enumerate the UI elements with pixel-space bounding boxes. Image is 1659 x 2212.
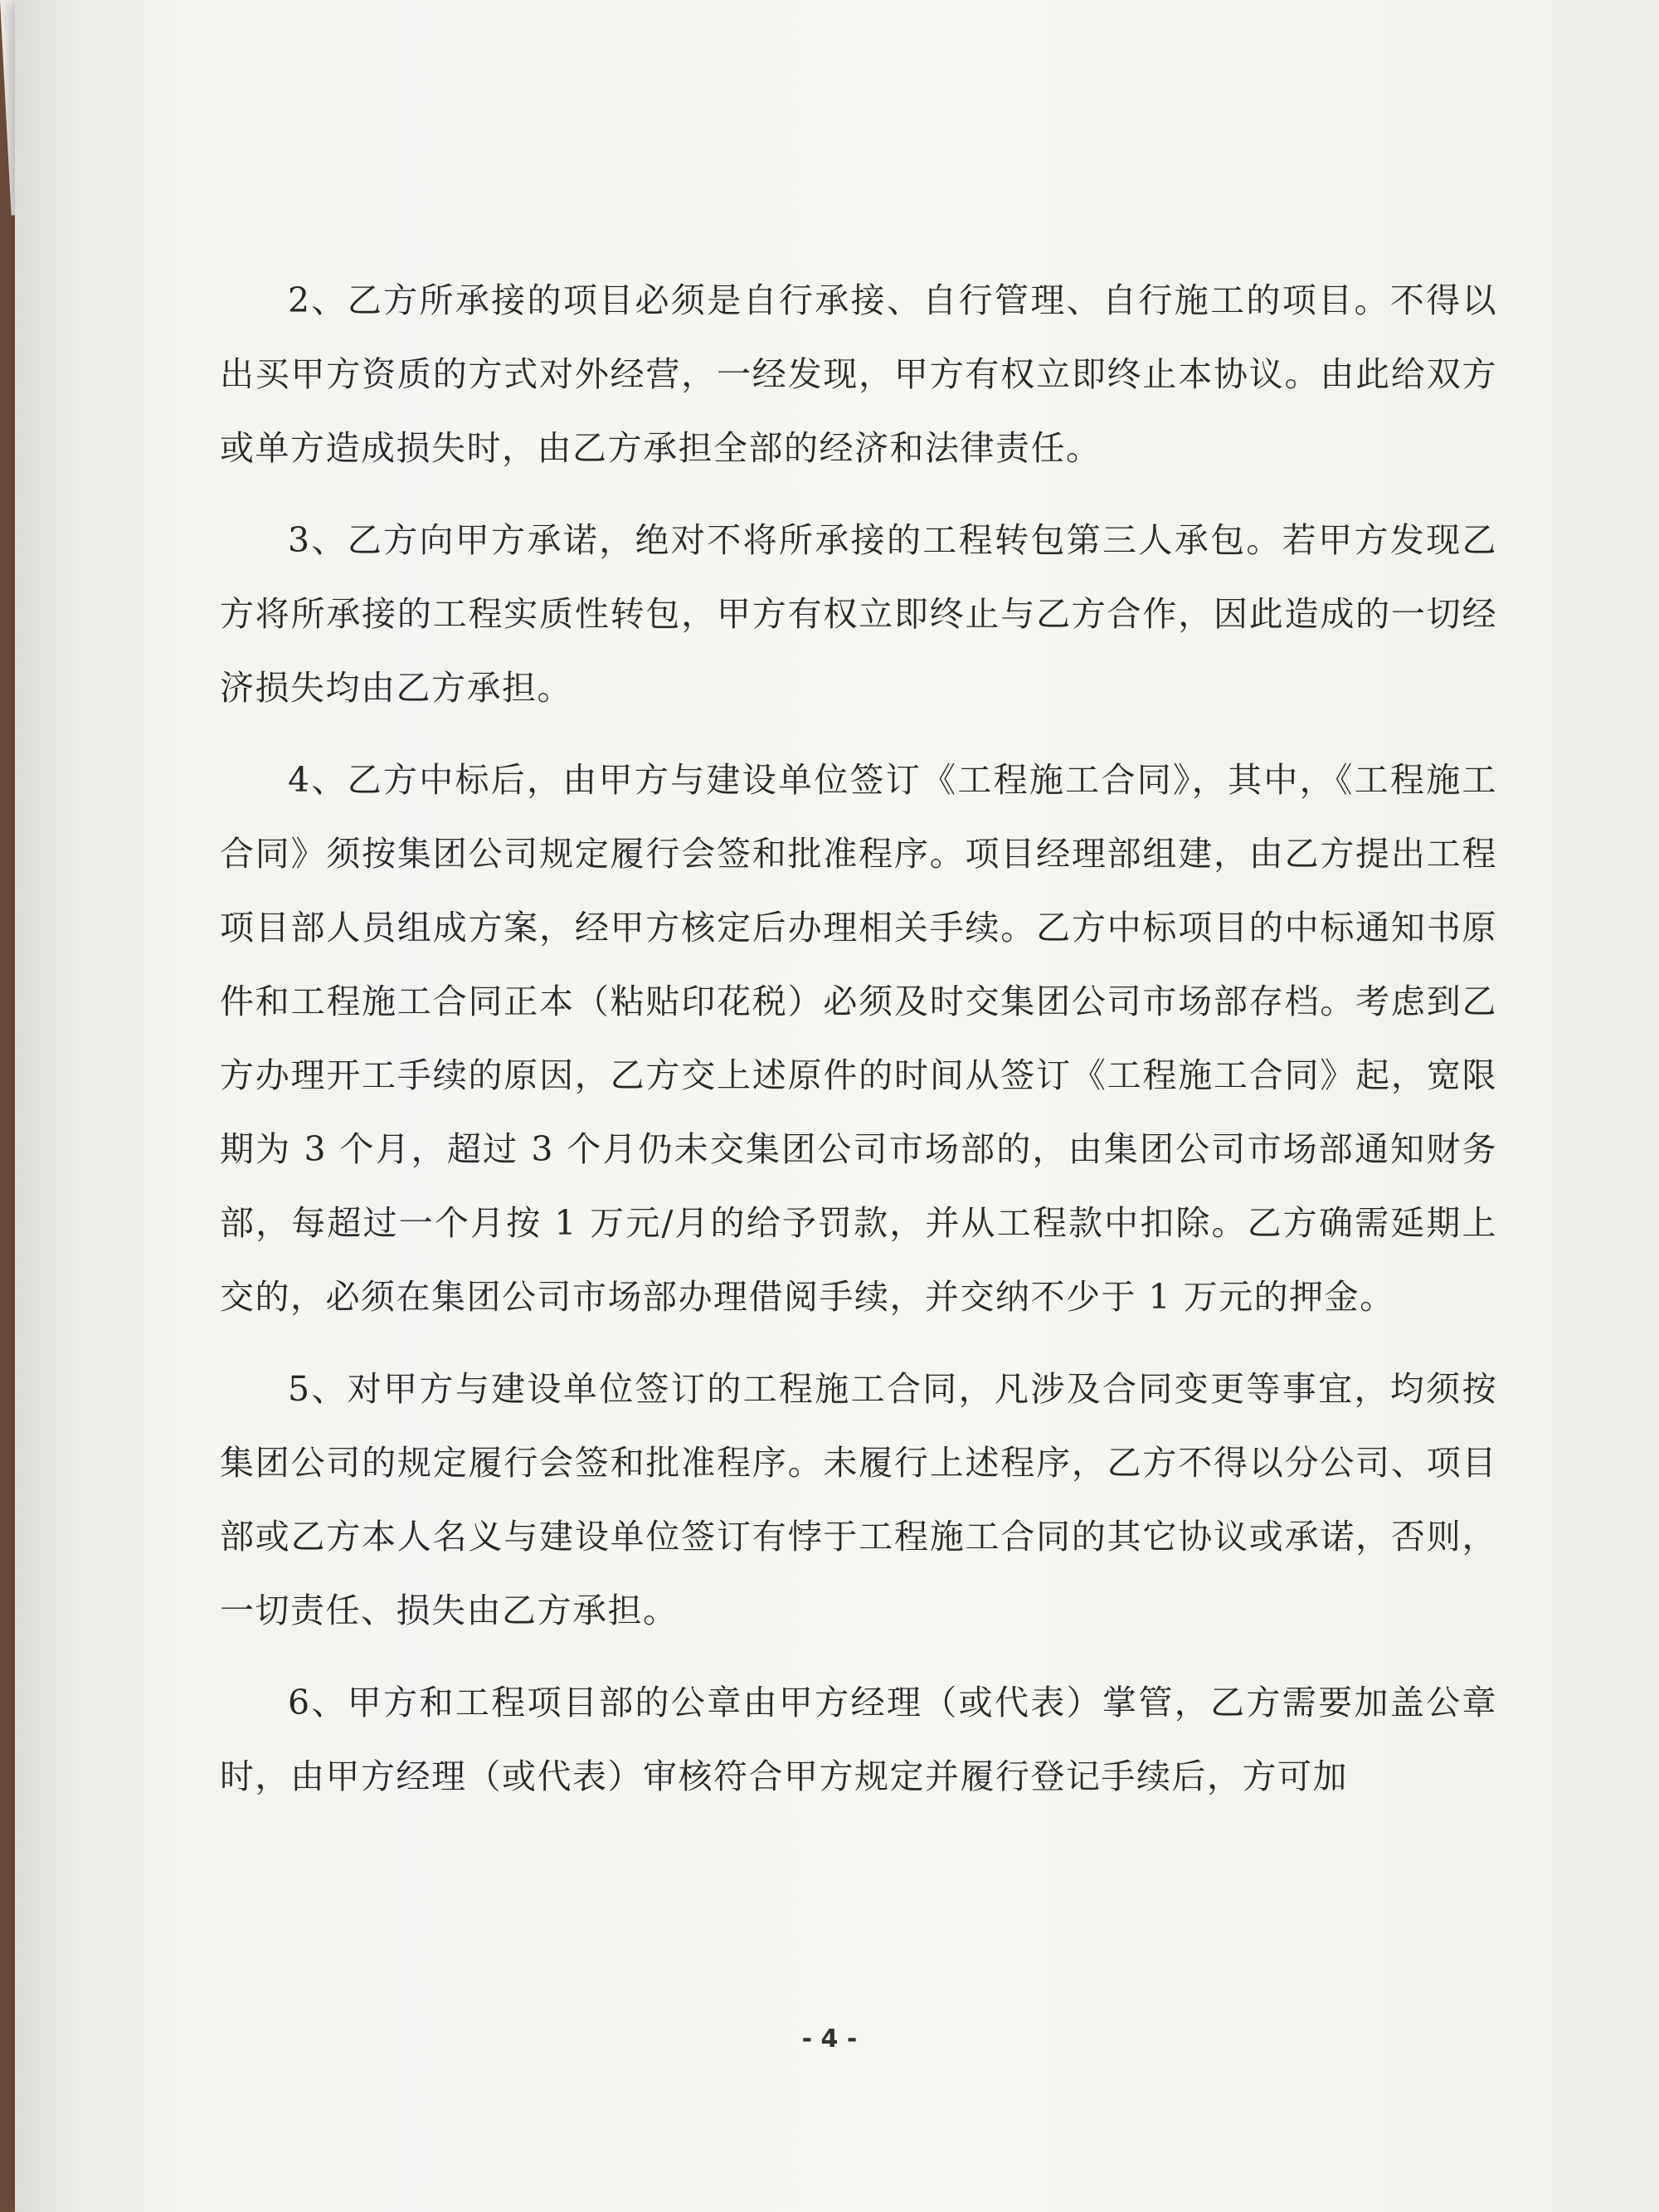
page-number: - 4 -	[801, 2024, 858, 2054]
clause-5: 5、对甲方与建设单位签订的工程施工合同，凡涉及合同变更等事宜，均须按集团公司的规定履行会签和批准程序。未履行上述程序，乙方不得以分公司、项目部或乙方本人名义与建设单位签订有悖于工程施工合同的其它协议或承诺，否则，一切责任、损失由乙方承担。	[220, 1369, 1497, 1630]
clause-3: 3、乙方向甲方承诺，绝对不将所承接的工程转包第三人承包。若甲方发现乙方将所承接的工程实质性转包，甲方有权立即终止与乙方合作，因此造成的一切经济损失均由乙方承担。	[220, 520, 1497, 708]
clause-2: 2、乙方所承接的项目必须是自行承接、自行管理、自行施工的项目。不得以出买甲方资质的方式对外经营，一经发现，甲方有权立即终止本协议。由此给双方或单方造成损失时，由乙方承担全部的经济和法律责任。	[220, 280, 1497, 468]
clause-6: 6、甲方和工程项目部的公章由甲方经理（或代表）掌管，乙方需要加盖公章时，由甲方经理（或代表）审核符合甲方规定并履行登记手续后，方可加	[220, 1683, 1497, 1796]
document-body	[220, 264, 1497, 1832]
clause-4: 4、乙方中标后，由甲方与建设单位签订《工程施工合同》，其中，《工程施工合同》须按集团公司规定履行会签和批准程序。项目经理部组建，由乙方提出工程项目部人员组成方案，经甲方核定后办理相关手续。乙方中标项目的中标通知书原件和工程施工合同正本（粘贴印花税）必须及时交集团公司市场部存档。考虑到乙方办理开工手续的原因，乙方交上述原件的时间从签订《工程施工合同》起，宽限期为 3 个月，超过 3 个月仍未交集团公司市场部的，由集团公司市场部通知财务部，每超过一个月按 1 万元/月的给予罚款，并从工程款中扣除。乙方确需延期上交的，必须在集团公司市场部办理借阅手续，并交纳不少于 1 万元的押金。	[220, 760, 1497, 1317]
